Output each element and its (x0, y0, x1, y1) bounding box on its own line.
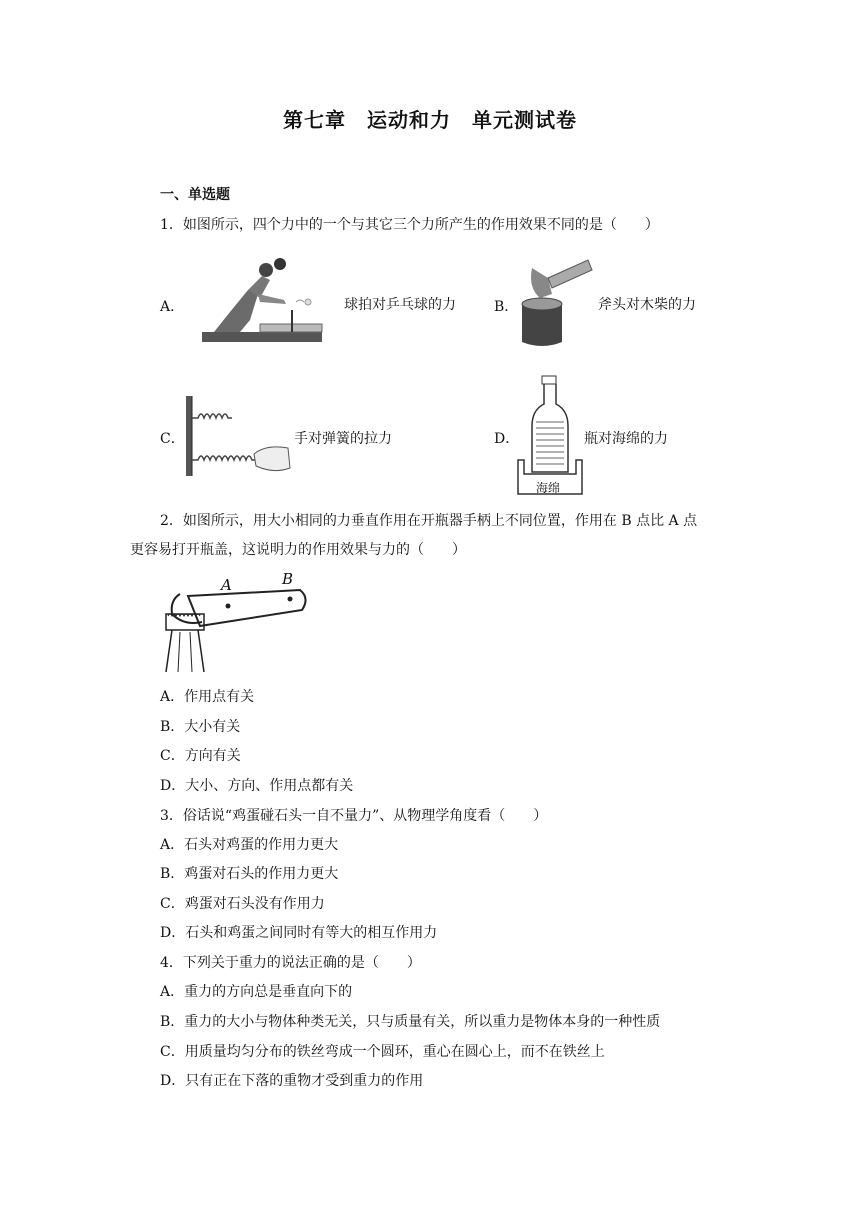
q2-stem-line2: 更容易打开瓶盖，这说明力的作用效果与力的（ ） (130, 542, 466, 558)
q1-option-a-letter: A． (160, 299, 185, 315)
q3-stem: 3．俗话说“鸡蛋碰石头一自不量力”、从物理学角度看（ ） (160, 808, 548, 824)
q1-option-c-caption: 手对弹簧的拉力 (294, 431, 392, 447)
q1-option-b-caption: 斧头对木柴的力 (598, 297, 696, 313)
q1-option-d-letter: D． (494, 431, 520, 447)
sponge-label: 海绵 (536, 481, 561, 495)
q2-option-d: D．大小、方向、作用点都有关 (160, 778, 354, 794)
q2-option-b: B．大小有关 (160, 719, 241, 735)
page-title: 第七章 运动和力 单元测试卷 (283, 108, 577, 132)
q1-option-c-letter: C． (160, 431, 185, 447)
ping-pong-player-figure (200, 250, 324, 346)
q3-option-c: C．鸡蛋对石头没有作用力 (160, 896, 325, 912)
axe-and-log-figure (518, 254, 598, 350)
q3-option-a: A．石头对鸡蛋的作用力更大 (160, 837, 339, 853)
q2-option-a: A．作用点有关 (160, 689, 255, 705)
q1-stem: 1．如图所示，四个力中的一个与其它三个力所产生的作用效果不同的是（ ） (160, 217, 659, 233)
point-b-label: B (282, 570, 294, 588)
q3-option-b: B．鸡蛋对石头的作用力更大 (160, 866, 339, 882)
bottle-on-sponge-figure (516, 374, 584, 496)
q4-option-d: D．只有正在下落的重物才受到重力的作用 (160, 1073, 424, 1089)
section-heading: 一、单选题 (160, 187, 230, 203)
q4-stem: 4．下列关于重力的说法正确的是（ ） (160, 955, 421, 971)
q1-option-b-letter: B． (494, 299, 519, 315)
q1-option-a-caption: 球拍对乒乓球的力 (344, 297, 456, 313)
q2-stem-line1: 2．如图所示，用大小相同的力垂直作用在开瓶器手柄上不同位置，作用在 B 点比 A 点 (160, 513, 698, 529)
q4-option-b: B．重力的大小与物体种类无关，只与质量有关，所以重力是物体本身的一种性质 (160, 1014, 661, 1030)
q3-option-d: D．石头和鸡蛋之间同时有等大的相互作用力 (160, 925, 438, 941)
q4-option-c: C．用质量均匀分布的铁丝弯成一个圆环，重心在圆心上，而不在铁丝上 (160, 1044, 605, 1060)
q4-option-a: A．重力的方向总是垂直向下的 (160, 984, 353, 1000)
spring-and-hand-figure (184, 394, 294, 478)
point-a-label: A (221, 576, 232, 594)
q2-option-c: C．方向有关 (160, 748, 241, 764)
q1-option-d-caption: 瓶对海绵的力 (584, 431, 668, 447)
